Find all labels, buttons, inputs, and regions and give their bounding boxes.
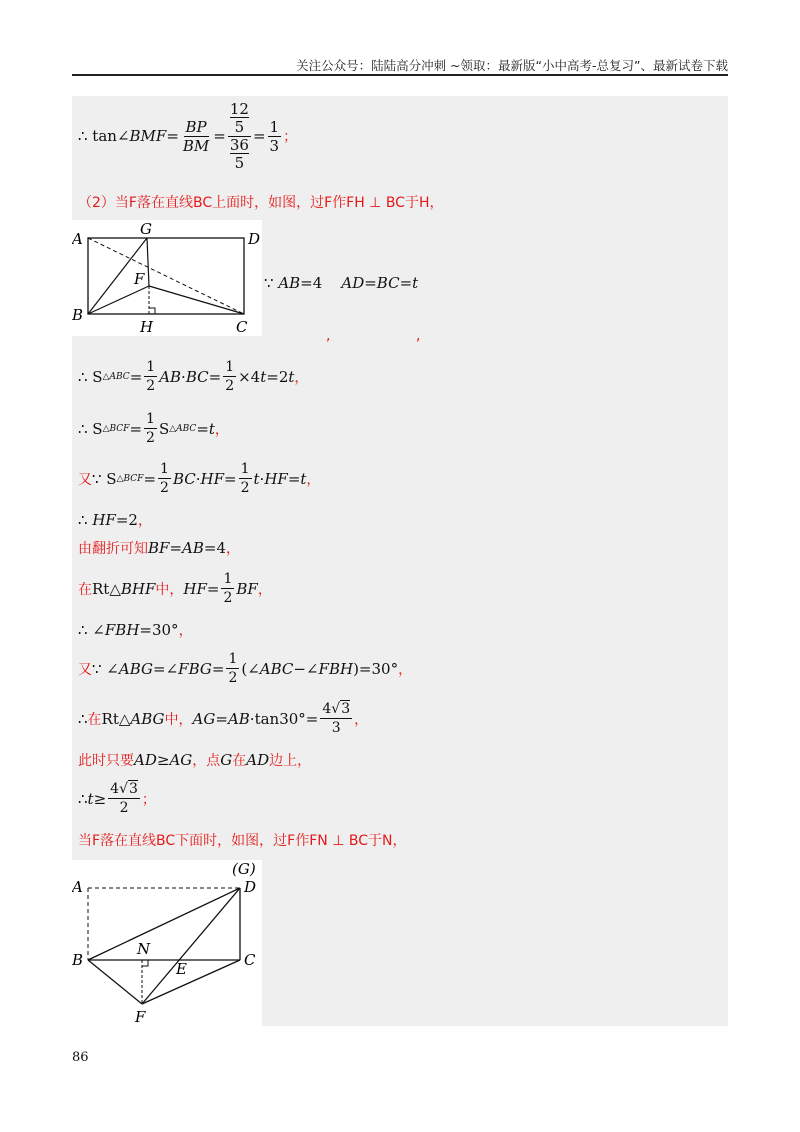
header-rule bbox=[72, 74, 728, 76]
given-ab-ad: ∵ AB=4 AD=BC=t bbox=[264, 274, 419, 292]
page-header: 关注公众号：陆陆高分冲刺 ~领取：最新版“小中高考-总复习”、最新试卷下载 bbox=[296, 58, 728, 73]
label-D: D bbox=[244, 878, 257, 896]
tan-bmf-line: ∴ tan∠BMF= $\frac{BP}{BM}$ = 12 5 36 5 = $\frac{1}{3}$ ； bbox=[78, 99, 298, 172]
label-E: E bbox=[176, 960, 187, 978]
result-num: 1 bbox=[269, 117, 280, 136]
rt-bhf-line: 在 Rt△ BHF 中， HF = $\frac{1}{2}$ BF ， bbox=[78, 571, 272, 606]
fold-line: 由翻折可知BF=AB=4， bbox=[78, 539, 240, 557]
stray-comma-2: , bbox=[416, 328, 421, 344]
frac-bm: BM bbox=[182, 136, 210, 155]
hf-equals-line: ∴ HF=2， bbox=[78, 511, 152, 529]
label-C: C bbox=[244, 951, 256, 969]
case2-intro: （2）当F落在直线BC上面时，如图，过F作FH ⊥ BC于H， bbox=[78, 195, 444, 211]
figure-rectangle-above bbox=[72, 220, 262, 336]
case-below-intro: 当F落在直线BC下面时，如图，过F作FN ⊥ BC于N， bbox=[78, 833, 407, 849]
frac-bp: BP bbox=[185, 117, 207, 136]
nested-num-bot: 5 bbox=[234, 117, 245, 136]
stray-comma-1: , bbox=[326, 328, 331, 344]
page-number: 86 bbox=[72, 1050, 89, 1065]
label-C: C bbox=[236, 318, 248, 336]
area-bcf-half-line: ∴ S △BCF = $\frac{1}{2}$ S △ABC = t ， bbox=[78, 411, 229, 446]
label-B: B bbox=[72, 951, 84, 969]
condition-line: 此时只要AD≥AG，点G在AD边上， bbox=[78, 751, 312, 769]
figure-rectangle-below bbox=[72, 860, 262, 1026]
label-A: A bbox=[72, 230, 83, 248]
angle-fbh-line: ∴ ∠FBH=30°， bbox=[78, 621, 193, 639]
area-abc-line: ∴ S △ABC = $\frac{1}{2}$ AB · BC = $\frac{1}{2}$ ×4 t =2 t ， bbox=[78, 359, 309, 394]
label-F: F bbox=[135, 1008, 146, 1026]
area-bcf-hf-line: 又 ∵ S △BCF = $\frac{1}{2}$ BC · HF = $\frac{1}{2}$ t · HF = t ， bbox=[78, 461, 321, 496]
label-B: B bbox=[72, 306, 84, 324]
label-H: H bbox=[140, 318, 154, 336]
solution-panel bbox=[72, 96, 728, 1026]
rt-abg-line: ∴ 在 Rt△ ABG 中， AG = AB ·tan30°= $\frac{4√3}{3}$ ， bbox=[78, 701, 369, 736]
label-D: D bbox=[248, 230, 261, 248]
nested-num-top: 12 bbox=[229, 99, 249, 118]
label-G: (G) bbox=[232, 860, 256, 878]
t-bound-line: ∴ t ≥ $\frac{4√3}{2}$ ； bbox=[78, 781, 156, 816]
result-den: 3 bbox=[269, 136, 280, 155]
label-A: A bbox=[72, 878, 83, 896]
figure2-svg bbox=[72, 860, 262, 1026]
label-N: N bbox=[137, 940, 151, 958]
label-F: F bbox=[134, 270, 145, 288]
figure1-svg bbox=[72, 220, 262, 336]
nested-den-top: 36 bbox=[229, 135, 249, 154]
angle-abg-line: 又 ∵ ∠ ABG =∠ FBG = $\frac{1}{2}$ (∠ ABC −∠ FBH )=30° ， bbox=[78, 651, 413, 686]
label-G: G bbox=[140, 220, 152, 238]
nested-den-bot: 5 bbox=[234, 153, 245, 172]
